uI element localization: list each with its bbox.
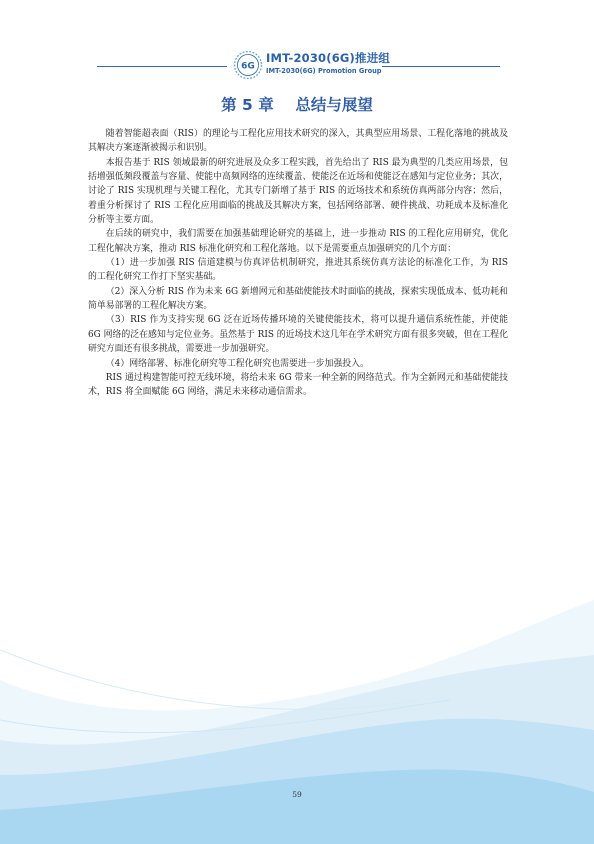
chapter-title: 第 5 章 总结与展望 <box>221 96 373 114</box>
paragraph: 在后续的研究中，我们需要在加强基础理论研究的基础上，进一步推动 RIS 的工程化应用研究，优化工程化解决方案，推动 RIS 标准化研究和工程化落地。以下是需要重点加强研究的几个方面： <box>88 229 508 254</box>
svg-text:6G: 6G <box>241 61 255 72</box>
imt2030-logo-icon <box>233 50 263 80</box>
paragraph: 随着智能超表面（RIS）的理论与工程化应用技术研究的深入，其典型应用场景、工程化落地的挑战及其解决方案逐渐被揭示和识别。 <box>88 129 508 154</box>
paragraph: （3）RIS 作为支持实现 6G 泛在近场传播环境的关键使能技术，将可以提升通信系统性能，并使能 6G 网络的泛在感知与定位业务。虽然基于 RIS 的近场技术这几年在学术研究方面有很多突破，但在工程化研究方面还有很多挑战，需要进一步加强研究。 <box>88 315 508 355</box>
paragraph: （4）网络部署、标准化研究等工程化研究也需要进一步加强投入。 <box>105 358 369 369</box>
body-text <box>88 127 508 400</box>
paragraph: RIS 通过构建智能可控无线环境，将给未来 6G 带来一种全新的网络范式。作为全新网元和基础使能技术，RIS 将全面赋能 6G 网络，满足未来移动通信需求。 <box>88 372 508 398</box>
paragraph: （2）深入分析 RIS 作为未来 6G 新增网元和基础使能技术时面临的挑战，探索实现低成本、低功耗和简单易部署的工程化解决方案。 <box>88 286 508 312</box>
paragraph: （1）进一步加强 RIS 信道建模与仿真评估机制研究，推进其系统仿真方法论的标准化工作，为 RIS 的工程化研究工作打下坚实基础。 <box>88 258 508 283</box>
header-rule-left <box>97 66 227 67</box>
org-name: IMT-2030(6G)推进组 <box>266 51 391 65</box>
paragraph: 本报告基于 RIS 领域最新的研究进展及众多工程实践，首先给出了 RIS 最为典型的几类应用场景，包括增强低频段覆盖与容量、使能中高频网络的连续覆盖、使能泛在近场和使能泛在感知与定位业务；其次，讨论了 RIS 实现机理与关键工程化，尤其专门新增了基于 RIS 的近场技术和系统仿真两部分内容；然后，着重分析探讨了 RIS 工程化应用面临的挑战及其解决方案，包括网络部署、硬件挑战、功耗成本及标准化分析等主要方面。 <box>88 157 508 226</box>
org-name-en: IMT-2030(6G) Promotion Group <box>266 67 382 75</box>
page-number: 59 <box>292 790 302 799</box>
background-waves <box>0 560 594 844</box>
header-rule-right <box>382 66 500 67</box>
